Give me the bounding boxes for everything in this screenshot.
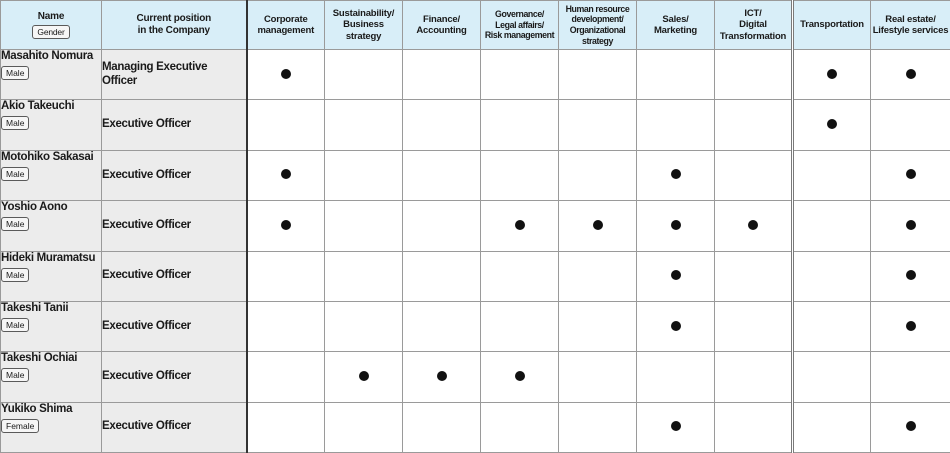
skill-cell (247, 100, 325, 150)
person-name-cell (1, 50, 102, 100)
skill-cell (637, 150, 715, 200)
table-body (1, 50, 950, 453)
skill-cell (325, 100, 403, 150)
skill-dot-icon (281, 169, 291, 179)
skill-cell (871, 150, 950, 200)
skill-cell (637, 100, 715, 150)
skill-cell (247, 402, 325, 452)
skill-cell (793, 402, 871, 452)
skill-dot-icon (906, 220, 916, 230)
skill-cell (247, 150, 325, 200)
table-row (1, 402, 950, 452)
skill-cell (403, 100, 481, 150)
header-skill-governance (481, 1, 559, 50)
skill-cell (325, 301, 403, 351)
header-skill-line: Accounting (416, 25, 467, 36)
skill-cell (247, 251, 325, 301)
person-name: Yukiko Shima (1, 402, 73, 415)
skill-cell (481, 100, 559, 150)
person-name: Hideki Muramatsu (1, 251, 96, 264)
person-name-cell (1, 352, 102, 402)
skill-cell (559, 50, 637, 100)
person-name-cell (1, 201, 102, 251)
header-skill-line: Lifestyle services (872, 25, 949, 36)
header-skill-line: Real estate/ (885, 13, 936, 25)
skill-dot-icon (906, 270, 916, 280)
table-row (1, 201, 950, 251)
skill-cell (871, 402, 950, 452)
skill-cell (637, 301, 715, 351)
gender-badge: Male (1, 368, 29, 382)
gender-badge: Male (1, 116, 29, 130)
header-skill-line: Corporate (263, 13, 308, 25)
header-name-label: Name (37, 11, 65, 22)
header-skill-line: Marketing (653, 25, 698, 36)
position-text: Executive Officer (102, 118, 191, 131)
skill-cell (247, 352, 325, 402)
header-skill-line: Finance/ (423, 13, 460, 25)
position-cell (102, 352, 247, 402)
skill-dot-icon (748, 220, 758, 230)
position-text: Executive Officer (102, 319, 191, 332)
skill-cell (871, 201, 950, 251)
skill-cell (637, 251, 715, 301)
header-skill-finance (403, 1, 481, 50)
skill-cell (559, 201, 637, 251)
position-cell (102, 150, 247, 200)
skill-cell (871, 301, 950, 351)
skill-cell (247, 201, 325, 251)
gender-badge: Male (1, 167, 29, 181)
skill-cell (325, 251, 403, 301)
person-name: Motohiko Sakasai (1, 150, 94, 163)
person-name: Masahito Nomura (1, 50, 93, 62)
position-text: Executive Officer (102, 269, 191, 282)
header-skill-line: Transformation (719, 30, 787, 42)
table-row (1, 50, 950, 100)
header-skill-line: Digital (739, 19, 767, 31)
header-skill-line: Human resource (565, 3, 630, 14)
header-position-column (102, 1, 247, 50)
skill-cell (637, 50, 715, 100)
skill-dot-icon (515, 220, 525, 230)
header-skill-line: Business (343, 19, 384, 31)
skill-cell (247, 50, 325, 100)
header-skill-line: management (257, 25, 315, 36)
skill-dot-icon (906, 421, 916, 431)
header-name-column (1, 1, 102, 50)
skill-cell (403, 201, 481, 251)
skill-dot-icon (515, 371, 525, 381)
skill-dot-icon (906, 321, 916, 331)
skill-cell (715, 251, 793, 301)
skill-cell (325, 402, 403, 452)
skill-cell (325, 352, 403, 402)
header-skill-line: ICT/ (744, 7, 762, 19)
position-cell (102, 301, 247, 351)
skill-cell (871, 50, 950, 100)
skill-cell (559, 301, 637, 351)
gender-badge: Female (1, 419, 39, 433)
skill-dot-icon (671, 321, 681, 331)
skill-cell (481, 251, 559, 301)
skill-cell (871, 251, 950, 301)
skill-dot-icon (671, 220, 681, 230)
position-text: Officer (102, 74, 137, 87)
header-skill-line: Sustainability/ (332, 7, 395, 19)
skill-cell (325, 150, 403, 200)
table-row (1, 150, 950, 200)
skill-dot-icon (281, 69, 291, 79)
skill-cell (793, 301, 871, 351)
position-text: Executive Officer (102, 420, 191, 433)
skill-cell (793, 150, 871, 200)
table-row (1, 100, 950, 150)
skill-cell (559, 402, 637, 452)
position-cell (102, 402, 247, 452)
header-skill-real-estate (871, 1, 950, 50)
skill-dot-icon (359, 371, 369, 381)
person-name-cell (1, 251, 102, 301)
skill-dot-icon (671, 169, 681, 179)
skill-dot-icon (906, 169, 916, 179)
table-row (1, 301, 950, 351)
header-skill-line: strategy (345, 30, 382, 42)
skill-cell (403, 301, 481, 351)
person-name-cell (1, 100, 102, 150)
position-cell (102, 100, 247, 150)
position-cell (102, 201, 247, 251)
skill-cell (715, 301, 793, 351)
header-position-line-2: in the Company (137, 25, 210, 36)
skill-cell (403, 402, 481, 452)
skill-cell (871, 100, 950, 150)
skill-cell (793, 100, 871, 150)
skill-cell (871, 352, 950, 402)
skill-cell (559, 352, 637, 402)
skill-cell (715, 352, 793, 402)
table-row (1, 352, 950, 402)
gender-badge: Male (1, 268, 29, 282)
person-name-cell (1, 402, 102, 452)
skill-cell (481, 50, 559, 100)
person-name: Akio Takeuchi (1, 100, 75, 113)
skill-dot-icon (437, 371, 447, 381)
header-skill-line: Transportation (800, 19, 864, 31)
skill-cell (559, 150, 637, 200)
gender-badge: Male (1, 318, 29, 332)
skill-cell (481, 352, 559, 402)
gender-badge: Male (1, 217, 29, 231)
skill-cell (559, 100, 637, 150)
header-skill-sales-marketing (637, 1, 715, 50)
skill-cell (793, 352, 871, 402)
person-name: Takeshi Ochiai (1, 352, 78, 365)
person-name-cell (1, 150, 102, 200)
skill-cell (793, 50, 871, 100)
position-cell (102, 50, 247, 100)
header-skill-line: Risk management (484, 30, 555, 41)
skill-cell (403, 150, 481, 200)
skill-cell (481, 301, 559, 351)
skill-cell (715, 100, 793, 150)
header-row (1, 1, 950, 50)
person-name-cell (1, 301, 102, 351)
table-row (1, 251, 950, 301)
skill-cell (637, 402, 715, 452)
header-skill-transportation (793, 1, 871, 50)
skill-cell (793, 251, 871, 301)
header-skill-ict-dx (715, 1, 793, 50)
skill-cell (715, 402, 793, 452)
skill-cell (403, 251, 481, 301)
header-skill-line: Governance/ (495, 9, 544, 20)
skill-dot-icon (906, 69, 916, 79)
skill-cell (637, 201, 715, 251)
skill-dot-icon (281, 220, 291, 230)
skill-dot-icon (827, 69, 837, 79)
header-position-line-1: Current position (136, 13, 212, 24)
skill-dot-icon (671, 270, 681, 280)
position-text: Executive Officer (102, 218, 191, 231)
position-text: Executive Officer (102, 168, 191, 181)
skill-cell (715, 50, 793, 100)
skill-cell (793, 201, 871, 251)
header-skill-line: Organizational strategy (569, 25, 626, 46)
skill-cell (715, 201, 793, 251)
skill-dot-icon (827, 119, 837, 129)
skill-cell (481, 402, 559, 452)
skill-dot-icon (593, 220, 603, 230)
person-name: Yoshio Aono (1, 201, 68, 214)
skill-cell (325, 201, 403, 251)
position-text: Executive Officer (102, 370, 191, 383)
skill-cell (481, 150, 559, 200)
skill-cell (715, 150, 793, 200)
skill-cell (247, 301, 325, 351)
skill-cell (559, 251, 637, 301)
header-skill-line: development/ (571, 14, 624, 25)
person-name: Takeshi Tanii (1, 301, 69, 314)
skill-cell (325, 50, 403, 100)
header-skill-line: Sales/ (662, 13, 689, 25)
skill-cell (481, 201, 559, 251)
header-skill-human-resource (559, 1, 637, 50)
header-skill-line: Legal affairs/ (495, 19, 544, 30)
skill-dot-icon (671, 421, 681, 431)
skill-cell (403, 50, 481, 100)
header-skill-sustainability (325, 1, 403, 50)
skill-cell (637, 352, 715, 402)
gender-badge: Male (1, 66, 29, 80)
position-cell (102, 251, 247, 301)
header-skill-corporate-management (247, 1, 325, 50)
skill-cell (403, 352, 481, 402)
header-gender-badge: Gender (32, 25, 69, 39)
position-text: Managing Executive (102, 60, 208, 73)
